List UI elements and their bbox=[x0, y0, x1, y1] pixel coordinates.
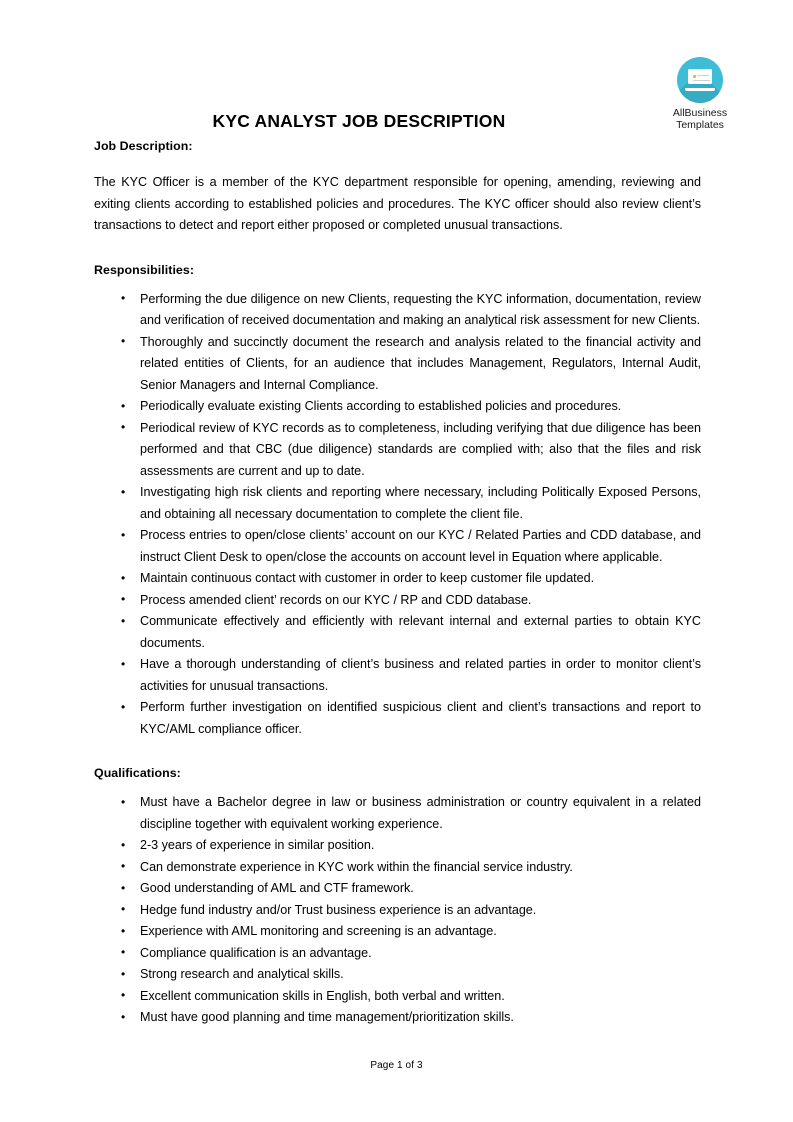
list-item: • Periodically evaluate existing Clients according to established policies and procedures. bbox=[94, 396, 701, 418]
list-item: • Good understanding of AML and CTF framework. bbox=[94, 878, 701, 900]
allbusiness-templates-logo bbox=[650, 57, 750, 131]
list-item: • Investigating high risk clients and reporting where necessary, including Politically Exposed Persons, and obtaining all necessary documentation to complete the client file. bbox=[94, 482, 701, 525]
list-item: • Periodical review of KYC records as to completeness, including verifying that due diligence has been performed and that CBC (due diligence) standards are complied with; also that the files and risk assessments are current and up to date. bbox=[94, 418, 701, 483]
laptop-screen bbox=[688, 69, 712, 84]
list-item: • Must have a Bachelor degree in law or business administration or country equivalent in a related discipline together with equivalent working experience. bbox=[94, 792, 701, 835]
page-footer: Page 1 of 3 bbox=[370, 1060, 423, 1071]
laptop-screen-content bbox=[691, 72, 710, 82]
job-description-heading: Job Description: bbox=[94, 139, 193, 153]
list-item: • Hedge fund industry and/or Trust business experience is an advantage. bbox=[94, 900, 701, 922]
responsibilities-list bbox=[94, 289, 701, 741]
screen-dot-icon bbox=[693, 75, 696, 78]
logo-circle bbox=[677, 57, 723, 103]
list-item: • Perform further investigation on identified suspicious client and client’s transactions and report to KYC/AML compliance officer. bbox=[94, 697, 701, 740]
job-description-paragraph: The KYC Officer is a member of the KYC department responsible for opening, amending, reviewing and exiting clients according to established policies and procedures. The KYC officer should also review client’s transactions to detect and report either proposed or completed unusual transactions. bbox=[94, 175, 701, 232]
list-item: • Maintain continuous contact with customer in order to keep customer file updated. bbox=[94, 568, 701, 590]
qualifications-list bbox=[94, 792, 701, 1029]
list-item: • Can demonstrate experience in KYC work within the financial service industry. bbox=[94, 857, 701, 879]
list-item: • Experience with AML monitoring and screening is an advantage. bbox=[94, 921, 701, 943]
laptop-base bbox=[685, 88, 715, 91]
responsibilities-heading: Responsibilities: bbox=[94, 262, 194, 277]
list-item: • Excellent communication skills in English, both verbal and written. bbox=[94, 986, 701, 1008]
list-item: • 2-3 years of experience in similar position. bbox=[94, 835, 701, 857]
document-body bbox=[94, 139, 701, 1029]
qualifications-heading: Qualifications: bbox=[94, 766, 181, 780]
list-item: • Compliance qualification is an advantage. bbox=[94, 943, 701, 965]
list-item: • Communicate effectively and efficiently with relevant internal and external parties to obtain KYC documents. bbox=[94, 611, 701, 654]
logo-text bbox=[650, 107, 750, 131]
list-item: • Strong research and analytical skills. bbox=[94, 964, 701, 986]
list-item: • Must have good planning and time management/prioritization skills. bbox=[94, 1007, 701, 1029]
screen-line-2 bbox=[693, 80, 710, 81]
logo-text-line1: AllBusiness bbox=[672, 107, 728, 119]
screen-line-1 bbox=[697, 75, 709, 76]
list-item: • Performing the due diligence on new Clients, requesting the KYC information, documentation, review and verification of received documentation and making an analytical risk assessment for new Clients. bbox=[94, 289, 701, 332]
list-item: • Process amended client’ records on our KYC / RP and CDD database. bbox=[94, 590, 701, 612]
list-item: • Process entries to open/close clients’ account on our KYC / Related Parties and CDD database, and instruct Client Desk to open/close the accounts on account level in Equation where applicable. bbox=[94, 525, 701, 568]
laptop-icon bbox=[685, 69, 715, 91]
page-title: KYC ANALYST JOB DESCRIPTION bbox=[212, 111, 506, 131]
logo-text-line2: Templates bbox=[676, 119, 724, 131]
list-item: • Thoroughly and succinctly document the research and analysis related to the financial activity and related entities of Clients, for an audience that includes Management, Regulators, Internal Audit, Senior Managers and Internal Compliance. bbox=[94, 332, 701, 397]
list-item: • Have a thorough understanding of client’s business and related parties in order to monitor client’s activities for unusual transactions. bbox=[94, 654, 701, 697]
